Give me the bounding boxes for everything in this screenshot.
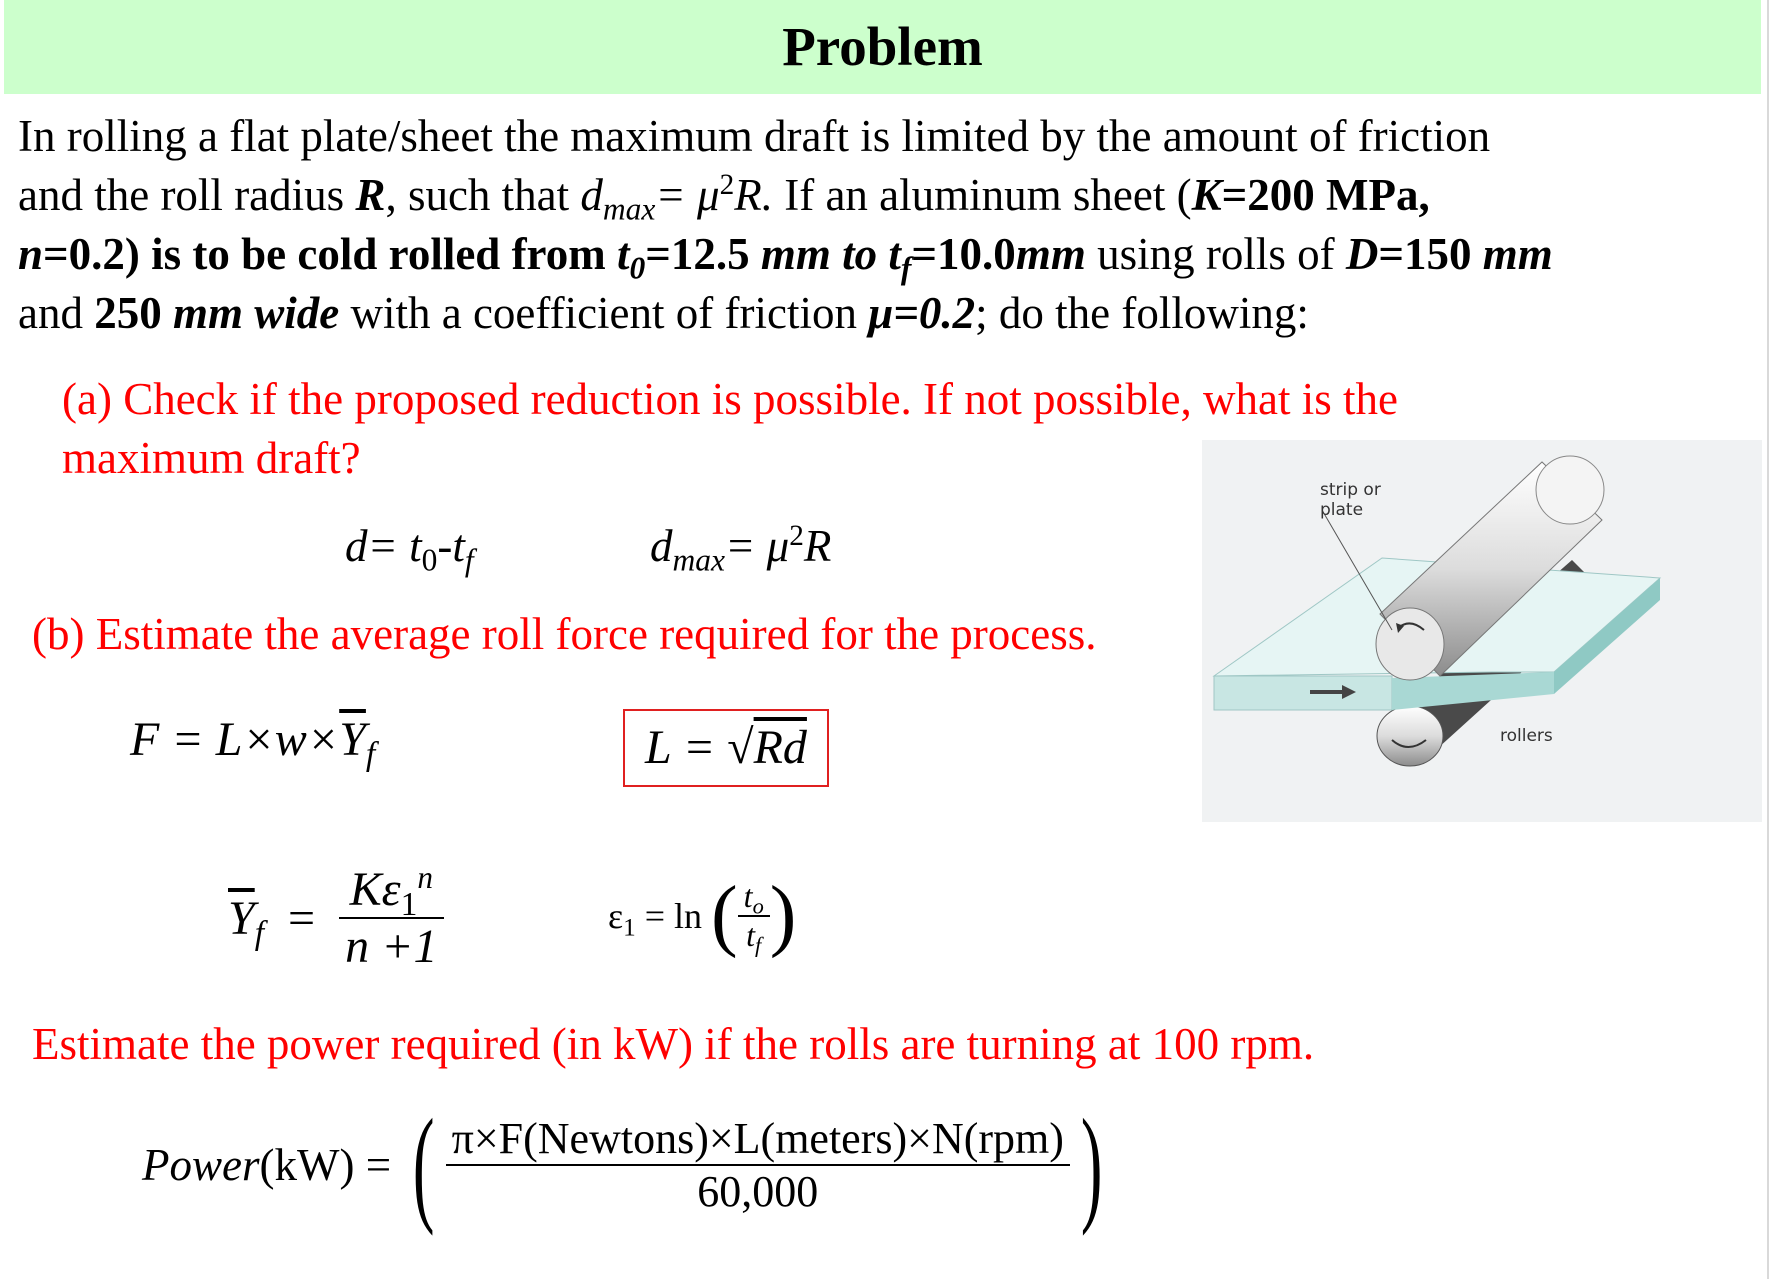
symbol-d: d [650,521,673,571]
fraction-numerator [446,1113,1070,1166]
slide-edge [1767,0,1769,1279]
symbol-mu: = μ [724,521,790,571]
equation-true-strain [608,870,796,961]
equals-sign: = [288,891,316,945]
part-a-text: (a) Check if the proposed reduction is possible. If not possible, what is the [62,374,1398,424]
superscript-2: 2 [789,519,804,552]
symbol-R: R [803,521,832,571]
value-K: =200 MPa, [1221,170,1430,220]
symbol-Ybar: $\overline{Y}$ [339,713,366,766]
statement-line-4 [18,284,1309,343]
subscript-f: f [900,250,912,286]
fraction-numerator [339,859,443,924]
eq-L-lhs: L = [645,721,728,774]
equation-power [142,1090,1113,1240]
subscript-0: 0 [629,250,646,286]
part-a-line-2 [62,429,361,488]
subscript-o: o [752,893,764,919]
symbol-epsilon: ε [608,895,624,936]
eq-ln: = ln [635,895,703,936]
unit-mm-to-tf: mm to t [760,229,901,279]
unit-mm: mm [1482,229,1553,279]
eq-power-lhs: Power [142,1140,260,1190]
label-rollers: rollers [1500,726,1553,746]
paren-right: ) [769,871,797,959]
page-title: Problem [782,16,983,77]
part-b-line [32,605,1097,664]
statement-text: If an aluminum sheet ( [772,170,1192,220]
symbol-t: t [746,916,756,953]
rolling-illustration [1202,440,1762,822]
superscript-2: 2 [719,168,735,201]
unit-mm-wide: mm wide [172,288,340,338]
statement-text: , such that [385,170,581,220]
eq-draft-minus: -t [437,521,465,571]
rolling-diagram [1202,440,1762,822]
symbol-t: t [743,877,753,914]
paren-right: ) [1080,1093,1103,1237]
subscript-0: 0 [421,542,438,578]
statement-line-2 [18,166,1430,225]
symbol-mu: = μ [655,170,720,220]
subscript-f: f [464,542,474,578]
fraction-numerator [738,878,770,917]
statement-text: In rolling a flat plate/sheet the maximum draft is limited by the amount of friction [18,111,1491,161]
statement-line-3 [18,225,1553,284]
value-tf: =10.0 [911,229,1016,279]
symbol-D: D [1345,229,1379,279]
paren-left: ( [413,1093,435,1237]
equation-draft [345,520,474,578]
statement-text: =0.2) is to be cold rolled from [43,229,617,279]
statement-text: with a coefficient of friction [339,288,869,338]
fraction-flow-stress [339,859,443,974]
value-mu: μ=0.2 [868,288,976,338]
equation-force [130,712,376,774]
symbol-t0: t [616,229,630,279]
label-strip-line-2: plate [1320,500,1364,520]
symbol-Ybar: $\overline{Y}$ [228,891,255,945]
sqrt-icon: √ [727,721,754,774]
symbol-n: n [18,229,44,279]
subscript-max: max [672,542,725,578]
subscript-f: f [365,736,376,774]
symbol-R: R [355,170,386,220]
statement-text: using rolls of [1085,229,1346,279]
statement-text: and the roll radius [18,170,356,220]
fraction-power [446,1113,1070,1217]
subscript-max: max [602,191,656,227]
statement-line-1 [18,107,1490,166]
subscript-1: 1 [400,886,418,924]
symbol-K: K [1191,170,1222,220]
eq-force-lhs: F = L×w× [130,713,340,766]
fraction-denominator [446,1166,1070,1217]
power-text: Estimate the power required (in kW) if the rolls are turning at 100 rpm. [32,1019,1315,1069]
symbol-R: R. [734,170,773,220]
paren-left: ( [711,871,738,959]
strip-front-face [1214,676,1392,710]
part-b-text: (b) Estimate the average roll force required for the process. [32,609,1097,659]
superscript-n: n [417,859,433,895]
value-D: =150 [1378,229,1483,279]
eq-power-denominator: 60,000 [697,1167,819,1216]
subscript-1: 1 [623,914,636,942]
fraction-strain [738,877,770,958]
part-a-text: maximum draft? [62,433,361,483]
equation-max-draft [650,519,832,578]
header-bar [4,0,1761,94]
eq-n-plus-1: n +1 [345,920,438,973]
power-line [32,1015,1314,1074]
value-t0: =12.5 [645,229,761,279]
subscript-f: f [755,932,762,958]
symbol-d: d [580,170,603,220]
eq-power-unit: (kW) = [259,1140,392,1190]
fraction-denominator [738,916,770,958]
value-width: 250 [94,288,173,338]
eq-draft-lhs: d= t [345,521,422,571]
label-strip-line-1: strip or [1320,480,1381,500]
equation-contact-length-box [623,709,829,787]
fraction-denominator [339,919,443,974]
statement-text: ; do the following: [975,288,1309,338]
statement-text: and [18,288,95,338]
part-a-line-1 [62,370,1398,429]
eq-L-rd: Rd [753,721,807,774]
unit-mm: mm [1015,229,1086,279]
equation-flow-stress [228,859,444,974]
subscript-f: f [254,914,265,952]
eq-power-numerator: π×F(Newtons)×L(meters)×N(rpm) [451,1114,1064,1163]
eq-K-eps: Kε [349,863,401,916]
